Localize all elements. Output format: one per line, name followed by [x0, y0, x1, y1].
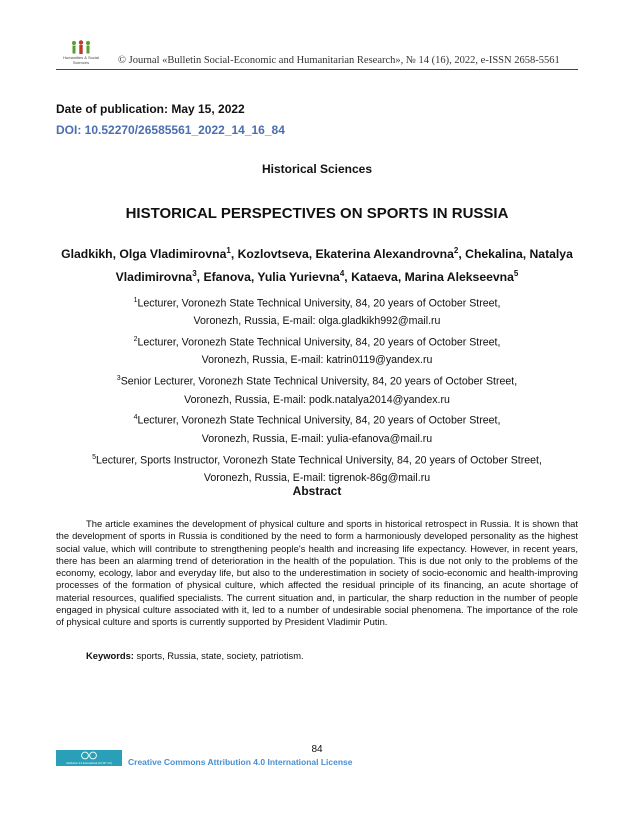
author-sup: 1: [226, 246, 231, 255]
people-logo-icon: [69, 40, 93, 56]
affiliation-sup: 3: [116, 375, 121, 383]
abstract-heading: Abstract: [292, 484, 342, 498]
paper-title: HISTORICAL PERSPECTIVES ON SPORTS IN RUSSIA: [125, 205, 509, 222]
cc-license-badge-icon[interactable]: [56, 750, 122, 766]
keywords-label: Keywords:: [86, 650, 134, 661]
affiliation-sup: 1: [133, 297, 138, 304]
affiliation-sup: 4: [133, 414, 138, 422]
logo-text-line-2: Sciences: [72, 59, 90, 65]
affiliation-line: Lecturer, Voronezh State Technical University, 84, 20 years of October Street,: [137, 414, 501, 427]
affiliation-sup: 5: [92, 453, 96, 461]
affiliation-line: Lecturer, Voronezh State Technical University, 84, 20 years of October Street,: [137, 297, 501, 310]
affiliation-email-line: Voronezh, Russia, E-mail: katrin0119@yandex.ru: [201, 354, 433, 367]
keywords-line: [86, 650, 304, 661]
publication-date: Date of publication: May 15, 2022: [56, 102, 245, 116]
affiliation-item: [40, 370, 594, 409]
doi-link[interactable]: DOI: 10.52270/26585561_2022_14_16_84: [56, 123, 285, 137]
affiliation-email-line: Voronezh, Russia, E-mail: olga.gladkikh992@mail.ru: [193, 315, 441, 328]
affiliation-line: Lecturer, Sports Instructor, Voronezh State Technical University, 84, 20 years of October Street,: [95, 454, 542, 467]
author-name: Kozlovtseva, Ekaterina Alexandrovna: [237, 247, 454, 262]
keywords-values: sports, Russia, state, society, patriotism.: [136, 650, 304, 661]
cc-badge-text: Attribution 4.0 International (CC BY 4.0): [66, 762, 112, 765]
author-name: Gladkikh, Olga Vladimirovna: [61, 247, 227, 262]
header-divider: [56, 69, 578, 70]
author-name: Kataeva, Marina Alekseevna: [351, 270, 514, 285]
affiliation-line: Lecturer, Voronezh State Technical University, 84, 20 years of October Street,: [137, 336, 501, 349]
section-heading: Historical Sciences: [261, 162, 373, 176]
logo-text-line-1: Humanities & Social: [63, 55, 99, 60]
affiliation-sup: 2: [133, 336, 138, 344]
journal-logo: [56, 40, 106, 65]
affiliation-email-line: Voronezh, Russia, E-mail: tigrenok-86g@mail.ru: [203, 471, 431, 484]
affiliation-item: [40, 331, 594, 370]
journal-header-line: © Journal «Bulletin Social-Economic and Humanitarian Research», № 14 (16), 2022, e-ISSN 2658-5561: [118, 55, 560, 66]
affiliation-item: [40, 292, 594, 331]
affiliation-line: Senior Lecturer, Voronezh State Technical University, 84, 20 years of October Street,: [120, 375, 518, 388]
affiliation-item: [40, 449, 594, 488]
affiliation-item: [40, 409, 594, 448]
license-link[interactable]: Creative Commons Attribution 4.0 International License: [128, 757, 353, 767]
author-sup: 3: [192, 269, 197, 279]
affiliation-list: [40, 292, 594, 488]
author-sup: 4: [339, 269, 345, 279]
page-number: 84: [311, 744, 323, 755]
abstract-text: The article examines the development of physical culture and sports in historical retrospect in Russia. It is shown that the development of sports in Russia is conditioned by the need to form a harmoniously developed personality as the highest social value, which will contribute to strengthening people's health and increasing life expectancy. However, in recent years, there has been an alarming trend of deterioration in the health of the population. This is due not only to the problems of the economy, ecology, labor and everyday life, but also to the underestimation in society of socio-economic and health-improving processes of the formation of physical culture, which affected the residual principle of its financing, an acute shortage of material resources, qualified specialists. The current situation and, in particular, the sharp reduction in the number of people engaged in physical culture associated with it, led to a number of undesirable social phenomena. The importance of the role of physical culture and sports is currently supported by President Vladimir Putin.: [56, 518, 578, 628]
author-sup: 5: [513, 269, 519, 279]
author-name: Chekalina, Natalya Vladimirovna: [115, 247, 573, 285]
author-sup: 2: [453, 246, 459, 255]
affiliation-email-line: Voronezh, Russia, E-mail: yulia-efanova@mail.ru: [201, 432, 433, 445]
author-name: Efanova, Yulia Yurievna: [203, 270, 340, 285]
affiliation-email-line: Voronezh, Russia, E-mail: podk.natalya2014@yandex.ru: [184, 393, 450, 406]
author-list: Gladkikh, Olga Vladimirovna$^1$, Kozlovtseva, Ekaterina Alexandrovna$^2$, Chekalina, Natalya Vladimirovna$^3$, Efanova, Yulia Yurievna$^4$, Kataeva, Marina Alekseevna$^5$: [61, 246, 573, 285]
